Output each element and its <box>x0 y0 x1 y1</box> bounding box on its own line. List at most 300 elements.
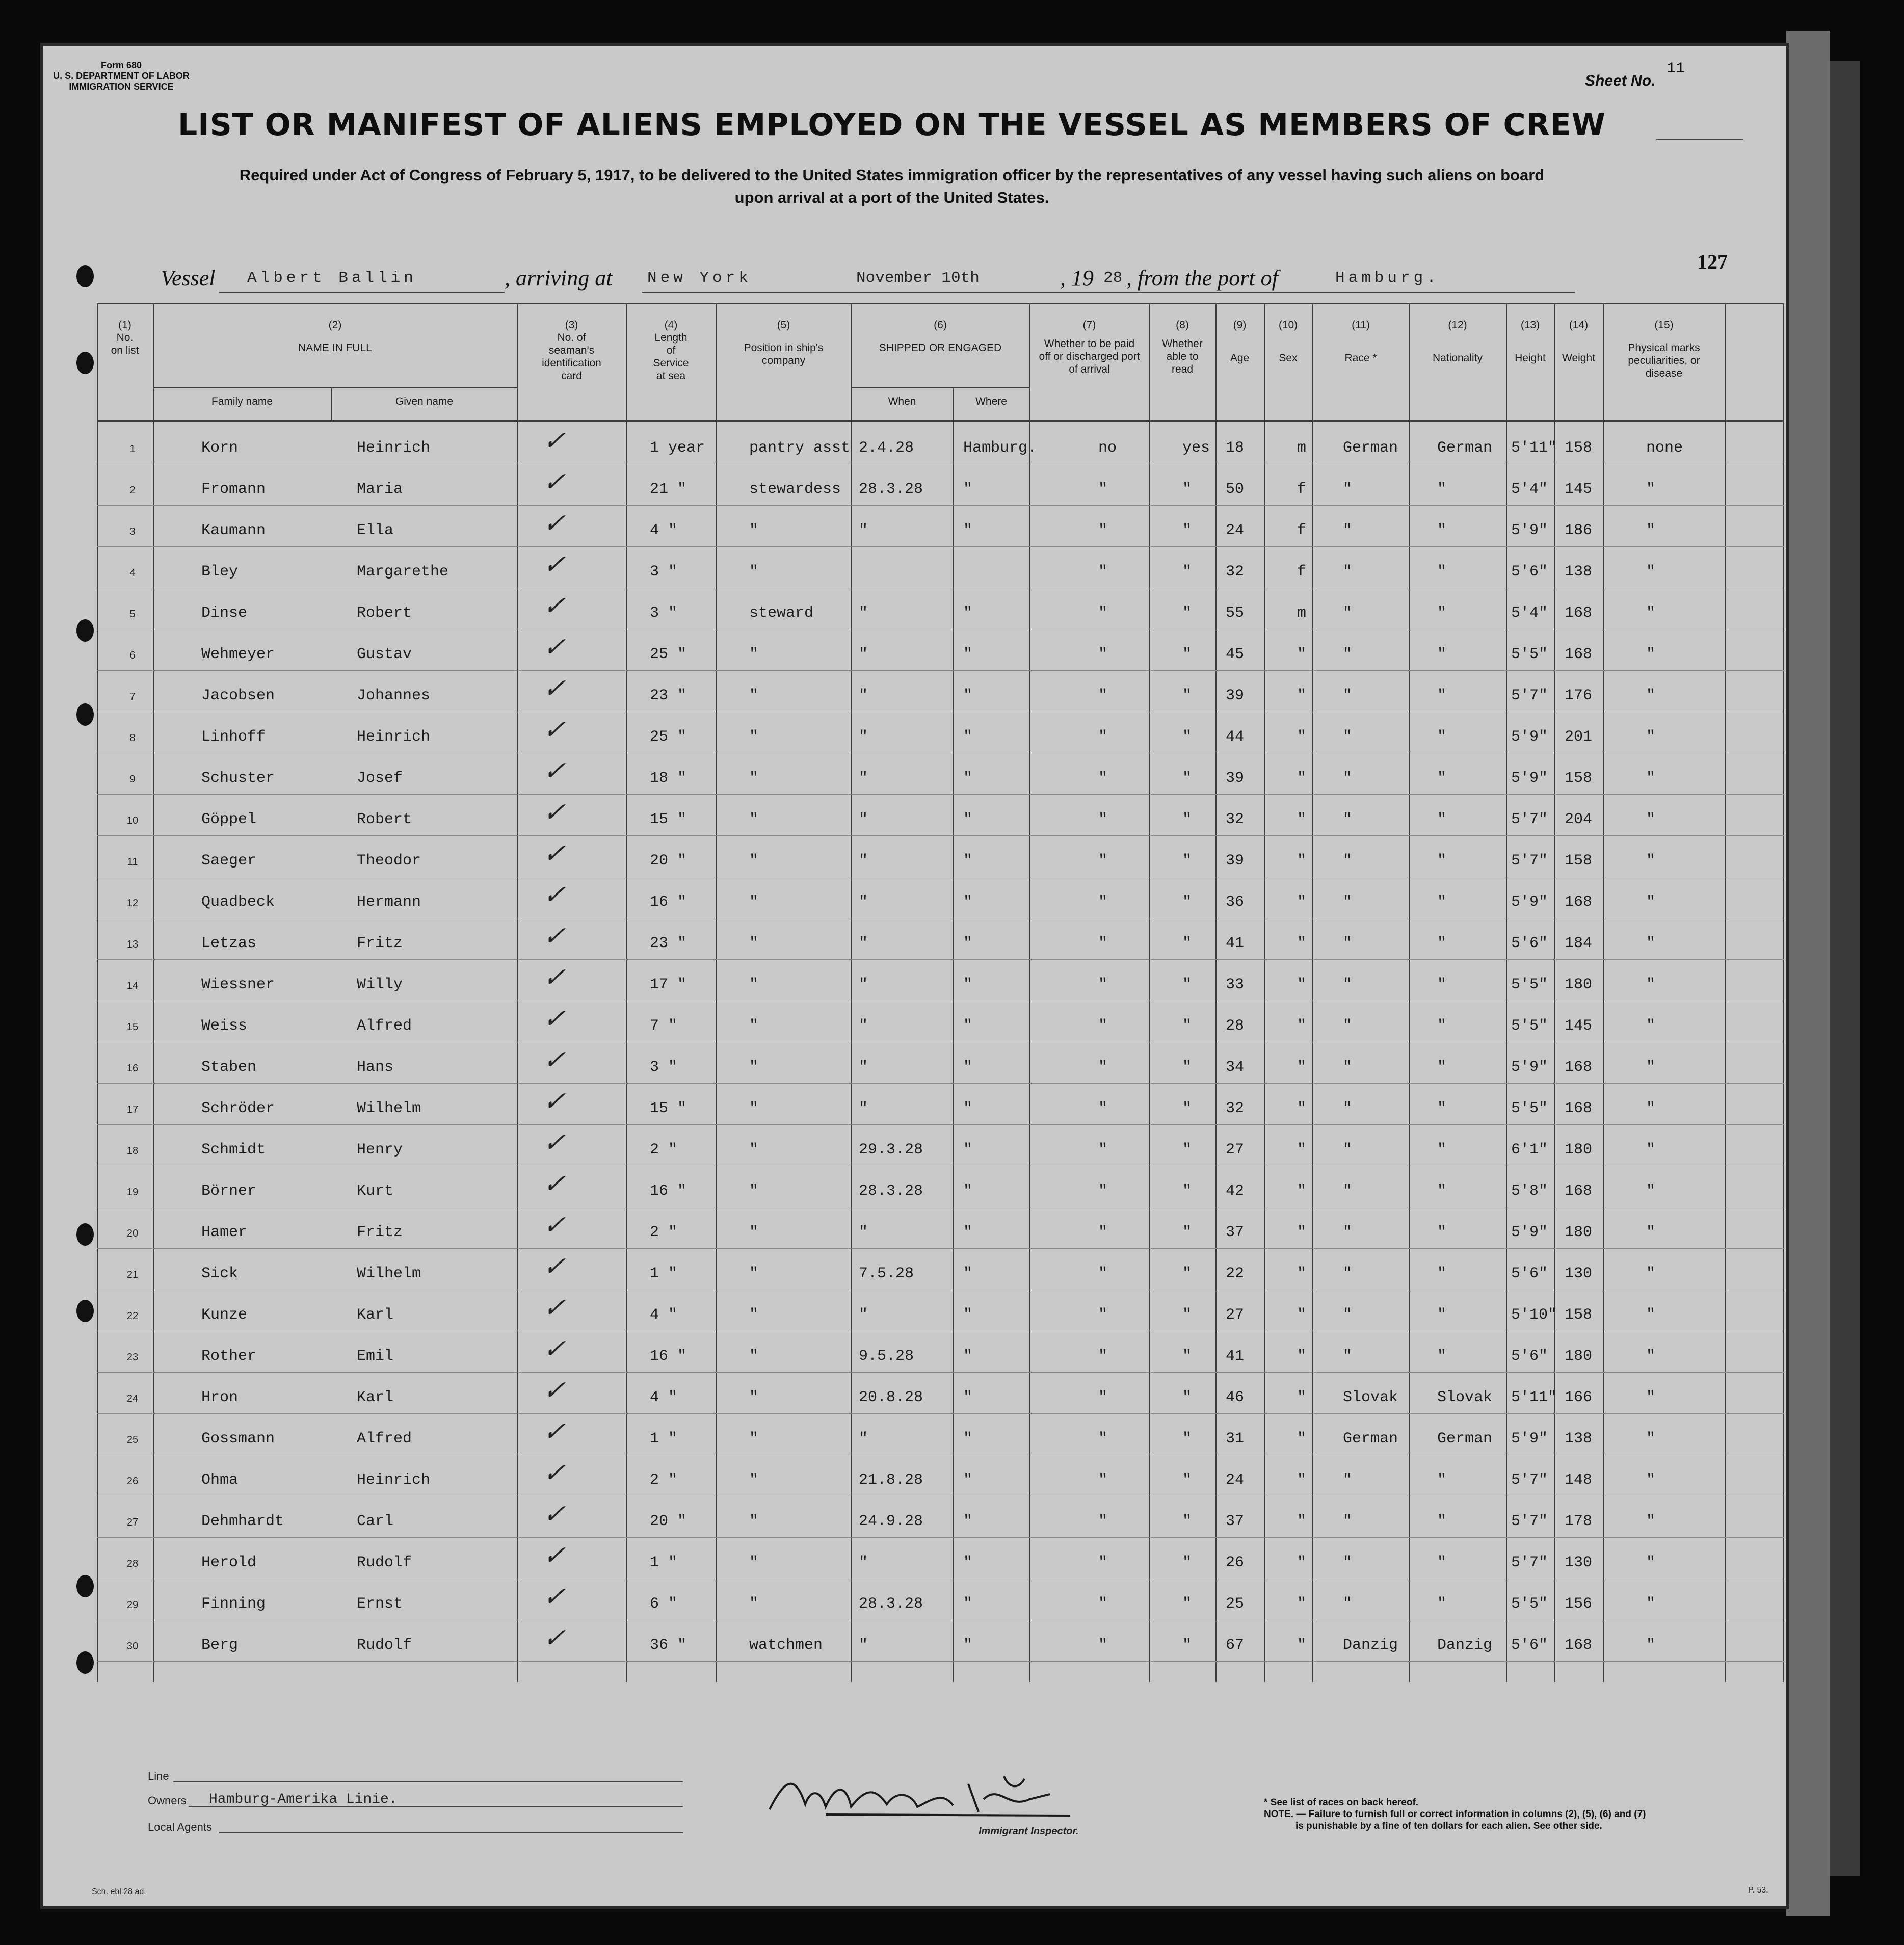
shipped-when-cell: 20.8.28 <box>859 1389 923 1406</box>
owners-value: Hamburg-Amerika Linie. <box>209 1792 398 1807</box>
height-cell: 5'9" <box>1511 1059 1548 1076</box>
shipped-where-cell: Hamburg. <box>963 439 1037 457</box>
paid-off-cell: no <box>1098 439 1117 457</box>
weight-cell: 180 <box>1565 1348 1593 1365</box>
height-cell: 5'5" <box>1511 646 1548 663</box>
paid-off-cell: " <box>1098 1554 1108 1571</box>
service-cell: 23 " <box>650 687 687 704</box>
nationality-cell: " <box>1437 1595 1447 1613</box>
height-cell: 5'5" <box>1511 1100 1548 1117</box>
col-height-number: (13) <box>1520 319 1540 331</box>
physical-marks-cell: " <box>1646 1389 1656 1406</box>
page-number: 127 <box>1697 250 1728 273</box>
family-name-cell: Dehmhardt <box>201 1513 284 1530</box>
nationality-cell: German <box>1437 1430 1493 1448</box>
vessel-name: Albert Ballin <box>247 269 417 287</box>
row-number: 12 <box>126 898 139 909</box>
position-cell: " <box>749 687 759 704</box>
shipped-where-cell: " <box>963 728 973 746</box>
shipped-where-cell: " <box>963 646 973 663</box>
sex-cell: " <box>1297 1430 1307 1448</box>
weight-cell: 168 <box>1565 604 1593 622</box>
race-cell: " <box>1343 481 1353 498</box>
age-cell: 27 <box>1226 1306 1245 1324</box>
paid-off-cell: " <box>1098 1100 1108 1117</box>
nationality-cell: " <box>1437 1513 1447 1530</box>
able-to-read-cell: " <box>1182 522 1192 539</box>
position-cell: " <box>749 1224 759 1241</box>
paid-off-cell: " <box>1098 604 1108 622</box>
given-name-cell: Theodor <box>357 852 421 870</box>
row-number: 10 <box>126 815 139 826</box>
col-given-name-header: Given name <box>395 396 454 407</box>
age-cell: 44 <box>1226 728 1245 746</box>
shipped-where-cell: " <box>963 1182 973 1200</box>
service-cell: 21 " <box>650 481 687 498</box>
position-cell: " <box>749 1348 759 1365</box>
position-cell: " <box>749 1265 759 1282</box>
weight-cell: 145 <box>1565 481 1593 498</box>
row-rule <box>97 1537 1784 1538</box>
service-cell: 3 " <box>650 1059 678 1076</box>
physical-marks-cell: " <box>1646 1182 1656 1200</box>
race-cell: " <box>1343 1265 1353 1282</box>
col-id-card-number: (3) <box>565 319 578 331</box>
local-agents-label: Local Agents <box>148 1821 212 1833</box>
owners-label: Owners <box>148 1794 187 1807</box>
height-cell: 5'4" <box>1511 604 1548 622</box>
service-cell: 16 " <box>650 1348 687 1365</box>
shipped-where-cell: " <box>963 522 973 539</box>
id-card-checkmark-icon: ✓ <box>540 1293 573 1323</box>
nationality-cell: " <box>1437 770 1447 787</box>
col-height-header <box>1506 319 1554 364</box>
id-card-checkmark-icon: ✓ <box>540 508 573 539</box>
row-number: 24 <box>126 1393 139 1404</box>
row-number: 25 <box>126 1434 139 1445</box>
weight-cell: 168 <box>1565 1059 1593 1076</box>
physical-marks-cell: " <box>1646 1430 1656 1448</box>
physical-marks-cell: " <box>1646 481 1656 498</box>
race-cell: Slovak <box>1343 1389 1398 1406</box>
family-name-cell: Fromann <box>201 481 266 498</box>
family-name-cell: Staben <box>201 1059 257 1076</box>
id-card-checkmark-icon: ✓ <box>540 1582 573 1612</box>
given-name-cell: Fritz <box>357 1224 403 1241</box>
weight-cell: 168 <box>1565 1637 1593 1654</box>
shipped-where-cell: " <box>963 1224 973 1241</box>
able-to-read-cell: " <box>1182 563 1192 581</box>
given-name-cell: Alfred <box>357 1017 412 1035</box>
sex-cell: " <box>1297 1265 1307 1282</box>
family-name-cell: Weiss <box>201 1017 248 1035</box>
nationality-cell: " <box>1437 852 1447 870</box>
shipped-when-cell: 2.4.28 <box>859 439 914 457</box>
age-cell: 32 <box>1226 811 1245 828</box>
print-page-code: P. 53. <box>1748 1886 1768 1895</box>
sex-cell: " <box>1297 1471 1307 1489</box>
crew-table <box>97 303 1784 1682</box>
age-cell: 27 <box>1226 1141 1245 1159</box>
position-cell: " <box>749 1017 759 1035</box>
table-left-border <box>97 303 98 1682</box>
service-cell: 2 " <box>650 1471 678 1489</box>
weight-cell: 186 <box>1565 522 1593 539</box>
paid-off-cell: " <box>1098 646 1108 663</box>
height-cell: 5'5" <box>1511 976 1548 993</box>
physical-marks-cell: " <box>1646 1141 1656 1159</box>
sex-cell: " <box>1297 1306 1307 1324</box>
nationality-cell: " <box>1437 522 1447 539</box>
row-rule <box>97 959 1784 960</box>
paid-off-cell: " <box>1098 1389 1108 1406</box>
age-cell: 28 <box>1226 1017 1245 1035</box>
age-cell: 31 <box>1226 1430 1245 1448</box>
able-to-read-cell: " <box>1182 1513 1192 1530</box>
physical-marks-cell: " <box>1646 1554 1656 1571</box>
row-number: 27 <box>126 1517 139 1528</box>
row-rule <box>97 1248 1784 1249</box>
physical-marks-cell: " <box>1646 1100 1656 1117</box>
age-cell: 37 <box>1226 1224 1245 1241</box>
weight-cell: 148 <box>1565 1471 1593 1489</box>
weight-cell: 158 <box>1565 852 1593 870</box>
paid-off-cell: " <box>1098 1595 1108 1613</box>
height-cell: 5'7" <box>1511 811 1548 828</box>
sex-cell: " <box>1297 935 1307 952</box>
nationality-cell: " <box>1437 893 1447 911</box>
punch-hole <box>76 1223 94 1246</box>
physical-marks-cell: " <box>1646 893 1656 911</box>
service-cell: 1 " <box>650 1430 678 1448</box>
race-cell: " <box>1343 976 1353 993</box>
punch-hole <box>76 703 94 726</box>
col-line <box>1603 303 1604 1682</box>
row-number: 16 <box>126 1063 139 1074</box>
shipped-when-cell: 29.3.28 <box>859 1141 923 1159</box>
id-card-checkmark-icon: ✓ <box>540 467 573 497</box>
col-read-label: Whether able to read <box>1162 338 1203 375</box>
sex-cell: f <box>1297 563 1307 581</box>
weight-cell: 180 <box>1565 1224 1593 1241</box>
able-to-read-cell: " <box>1182 1059 1192 1076</box>
id-card-checkmark-icon: ✓ <box>540 1540 573 1571</box>
height-cell: 5'7" <box>1511 1471 1548 1489</box>
given-name-cell: Alfred <box>357 1430 412 1448</box>
id-card-checkmark-icon: ✓ <box>540 549 573 580</box>
row-number: 26 <box>126 1476 139 1487</box>
given-name-cell: Josef <box>357 770 403 787</box>
id-card-checkmark-icon: ✓ <box>540 426 573 456</box>
nationality-cell: " <box>1437 1100 1447 1117</box>
arrival-year: 28 <box>1103 269 1123 287</box>
race-cell: " <box>1343 1059 1353 1076</box>
age-cell: 67 <box>1226 1637 1245 1654</box>
shipped-where-cell: " <box>963 1637 973 1654</box>
age-cell: 32 <box>1226 563 1245 581</box>
punch-hole <box>76 1575 94 1597</box>
print-code: Sch. ebl 28 ad. <box>92 1887 146 1896</box>
shipped-where-cell: " <box>963 1100 973 1117</box>
position-cell: stewardess <box>749 481 841 498</box>
col-race-header <box>1312 319 1409 364</box>
paid-off-cell: " <box>1098 481 1108 498</box>
id-card-checkmark-icon: ✓ <box>540 1458 573 1488</box>
col-line <box>1029 303 1030 1682</box>
given-name-cell: Rudolf <box>357 1637 412 1654</box>
family-name-cell: Göppel <box>201 811 257 828</box>
row-number: 14 <box>126 980 139 991</box>
shipped-when-cell: " <box>859 976 868 993</box>
paid-off-cell: " <box>1098 935 1108 952</box>
row-number: 8 <box>129 732 136 744</box>
row-number: 1 <box>129 443 136 455</box>
col-line <box>626 303 627 1682</box>
shipped-where-cell: " <box>963 481 973 498</box>
col-family-name-header: Family name <box>211 396 273 407</box>
subtitle-line-1: Required under Act of Congress of February 5, 1917, to be delivered to the United States immigration officer by the representatives of any vessel having such aliens on board <box>239 166 1545 184</box>
position-cell: " <box>749 646 759 663</box>
row-number: 15 <box>126 1021 139 1033</box>
family-name-cell: Schuster <box>201 770 275 787</box>
sex-cell: " <box>1297 1182 1307 1200</box>
col-age-number: (9) <box>1233 319 1247 331</box>
service-cell: 4 " <box>650 522 678 539</box>
able-to-read-cell: " <box>1182 1595 1192 1613</box>
col-sex-number: (10) <box>1278 319 1298 331</box>
height-cell: 5'9" <box>1511 1430 1548 1448</box>
col-name-label: NAME IN FULL <box>298 342 372 354</box>
paid-off-cell: " <box>1098 1513 1108 1530</box>
age-cell: 34 <box>1226 1059 1245 1076</box>
height-cell: 5'4" <box>1511 481 1548 498</box>
height-cell: 5'10" <box>1511 1306 1557 1324</box>
height-cell: 5'7" <box>1511 1513 1548 1530</box>
inspector-signature <box>764 1769 1080 1825</box>
punch-hole <box>76 352 94 374</box>
table-header-border <box>97 420 1784 422</box>
given-name-cell: Karl <box>357 1306 394 1324</box>
nationality-cell: " <box>1437 1182 1447 1200</box>
col-nationality-number: (12) <box>1448 319 1467 331</box>
shipped-where-cell: " <box>963 1017 973 1035</box>
shipped-when-cell: " <box>859 893 868 911</box>
col-weight-number: (14) <box>1569 319 1589 331</box>
id-card-checkmark-icon: ✓ <box>540 715 573 745</box>
shipped-when-cell: " <box>859 646 868 663</box>
height-cell: 5'9" <box>1511 728 1548 746</box>
row-number: 2 <box>129 485 136 496</box>
service-cell: 6 " <box>650 1595 678 1613</box>
family-name-cell: Schmidt <box>201 1141 266 1159</box>
given-name-cell: Hermann <box>357 893 421 911</box>
given-name-cell: Emil <box>357 1348 394 1365</box>
nationality-cell: " <box>1437 1224 1447 1241</box>
col-height-label: Height <box>1515 352 1546 364</box>
able-to-read-cell: " <box>1182 687 1192 704</box>
col-nationality-label: Nationality <box>1432 352 1483 364</box>
col-age-header <box>1215 319 1264 364</box>
service-cell: 3 " <box>650 563 678 581</box>
able-to-read-cell: " <box>1182 646 1192 663</box>
sex-cell: " <box>1297 893 1307 911</box>
position-cell: " <box>749 522 759 539</box>
shipped-where-cell: " <box>963 811 973 828</box>
shipped-when-cell: 7.5.28 <box>859 1265 914 1282</box>
family-name-cell: Finning <box>201 1595 266 1613</box>
id-card-checkmark-icon: ✓ <box>540 1334 573 1364</box>
given-name-cell: Carl <box>357 1513 394 1530</box>
shipped-where-cell: " <box>963 1306 973 1324</box>
col-no-label: No. on list <box>111 332 139 356</box>
given-name-cell: Robert <box>357 811 412 828</box>
weight-cell: 178 <box>1565 1513 1593 1530</box>
nationality-cell: " <box>1437 687 1447 704</box>
shipped-when-cell: " <box>859 728 868 746</box>
service-cell: 1 year <box>650 439 705 457</box>
col-name-number: (2) <box>328 319 342 331</box>
race-cell: " <box>1343 1348 1353 1365</box>
given-name-cell: Gustav <box>357 646 412 663</box>
race-cell: " <box>1343 1017 1353 1035</box>
service-cell: 25 " <box>650 728 687 746</box>
position-cell: " <box>749 1182 759 1200</box>
race-cell: " <box>1343 1595 1353 1613</box>
physical-marks-cell: " <box>1646 646 1656 663</box>
weight-cell: 168 <box>1565 1182 1593 1200</box>
id-card-checkmark-icon: ✓ <box>540 756 573 786</box>
age-cell: 32 <box>1226 1100 1245 1117</box>
col-sex-label: Sex <box>1279 352 1298 364</box>
col-id-card-label: No. of seaman's identification card <box>542 332 601 382</box>
given-name-cell: Kurt <box>357 1182 394 1200</box>
col-marks-number: (15) <box>1654 319 1674 331</box>
nationality-cell: " <box>1437 811 1447 828</box>
race-cell: " <box>1343 646 1353 663</box>
given-name-cell: Heinrich <box>357 1471 431 1489</box>
nationality-cell: Slovak <box>1437 1389 1493 1406</box>
position-cell: " <box>749 1471 759 1489</box>
col-line <box>1554 303 1555 1682</box>
agents-underline <box>219 1832 683 1833</box>
row-rule <box>97 1372 1784 1373</box>
vessel-label: Vessel <box>161 266 216 291</box>
height-cell: 5'7" <box>1511 852 1548 870</box>
height-cell: 5'6" <box>1511 935 1548 952</box>
sex-cell: " <box>1297 1059 1307 1076</box>
form-number: Form 680 <box>100 60 142 70</box>
able-to-read-cell: " <box>1182 1265 1192 1282</box>
shipped-when-cell: " <box>859 1554 868 1571</box>
id-card-checkmark-icon: ✓ <box>540 1375 573 1406</box>
table-right-border <box>1783 303 1784 1682</box>
age-cell: 36 <box>1226 893 1245 911</box>
sheet-number-value: 11 <box>1667 60 1685 77</box>
row-rule <box>97 1083 1784 1084</box>
physical-marks-cell: " <box>1646 1306 1656 1324</box>
family-name-cell: Saeger <box>201 852 257 870</box>
id-card-checkmark-icon: ✓ <box>540 797 573 828</box>
service-cell: 15 " <box>650 811 687 828</box>
race-cell: " <box>1343 1224 1353 1241</box>
family-name-cell: Quadbeck <box>201 893 275 911</box>
position-cell: " <box>749 770 759 787</box>
paid-off-cell: " <box>1098 687 1108 704</box>
from-port-label: , from the port of <box>1126 266 1278 291</box>
nationality-cell: Danzig <box>1437 1637 1493 1654</box>
nationality-cell: " <box>1437 563 1447 581</box>
age-cell: 24 <box>1226 522 1245 539</box>
able-to-read-cell: " <box>1182 935 1192 952</box>
col-line <box>1409 303 1410 1682</box>
race-cell: " <box>1343 1306 1353 1324</box>
service-cell: 17 " <box>650 976 687 993</box>
col-line <box>517 303 518 1682</box>
shipped-where-cell: " <box>963 687 973 704</box>
sheet-number-underline <box>1656 139 1743 140</box>
sex-cell: " <box>1297 976 1307 993</box>
height-cell: 6'1" <box>1511 1141 1548 1159</box>
given-name-cell: Karl <box>357 1389 394 1406</box>
page-subtitle <box>102 164 1682 209</box>
position-cell: " <box>749 1100 759 1117</box>
given-name-cell: Maria <box>357 481 403 498</box>
shipped-when-cell: " <box>859 852 868 870</box>
shipped-when-cell: " <box>859 1306 868 1324</box>
row-number: 28 <box>126 1558 139 1569</box>
col-when-header: When <box>888 396 916 407</box>
able-to-read-cell: " <box>1182 893 1192 911</box>
height-cell: 5'9" <box>1511 1224 1548 1241</box>
able-to-read-cell: yes <box>1182 439 1210 457</box>
row-rule <box>97 505 1784 506</box>
id-card-checkmark-icon: ✓ <box>540 838 573 869</box>
id-card-checkmark-icon: ✓ <box>540 1004 573 1034</box>
service-cell: 2 " <box>650 1224 678 1241</box>
service-cell: 20 " <box>650 852 687 870</box>
able-to-read-cell: " <box>1182 852 1192 870</box>
family-name-cell: Kunze <box>201 1306 248 1324</box>
id-card-checkmark-icon: ✓ <box>540 1045 573 1075</box>
physical-marks-cell: " <box>1646 1059 1656 1076</box>
sex-cell: " <box>1297 1637 1307 1654</box>
shipped-subheader-line <box>851 387 1029 388</box>
service-cell: 15 " <box>650 1100 687 1117</box>
shipped-when-cell: " <box>859 687 868 704</box>
physical-marks-cell: " <box>1646 728 1656 746</box>
row-number: 6 <box>129 650 136 661</box>
shipped-where-cell: " <box>963 1430 973 1448</box>
family-name-cell: Sick <box>201 1265 239 1282</box>
sex-cell: " <box>1297 1554 1307 1571</box>
position-cell: watchmen <box>749 1637 823 1654</box>
nationality-cell: " <box>1437 1265 1447 1282</box>
race-cell: " <box>1343 811 1353 828</box>
col-line <box>153 303 154 1682</box>
col-id-card-header <box>517 319 626 382</box>
physical-marks-cell: " <box>1646 1637 1656 1654</box>
sex-cell: " <box>1297 811 1307 828</box>
able-to-read-cell: " <box>1182 1306 1192 1324</box>
service-cell: 36 " <box>650 1637 687 1654</box>
col-line <box>716 303 717 1682</box>
age-cell: 50 <box>1226 481 1245 498</box>
paid-off-cell: " <box>1098 1017 1108 1035</box>
row-number: 4 <box>129 567 136 579</box>
col-shipped-number: (6) <box>934 319 947 331</box>
physical-marks-cell: " <box>1646 563 1656 581</box>
physical-marks-cell: " <box>1646 770 1656 787</box>
